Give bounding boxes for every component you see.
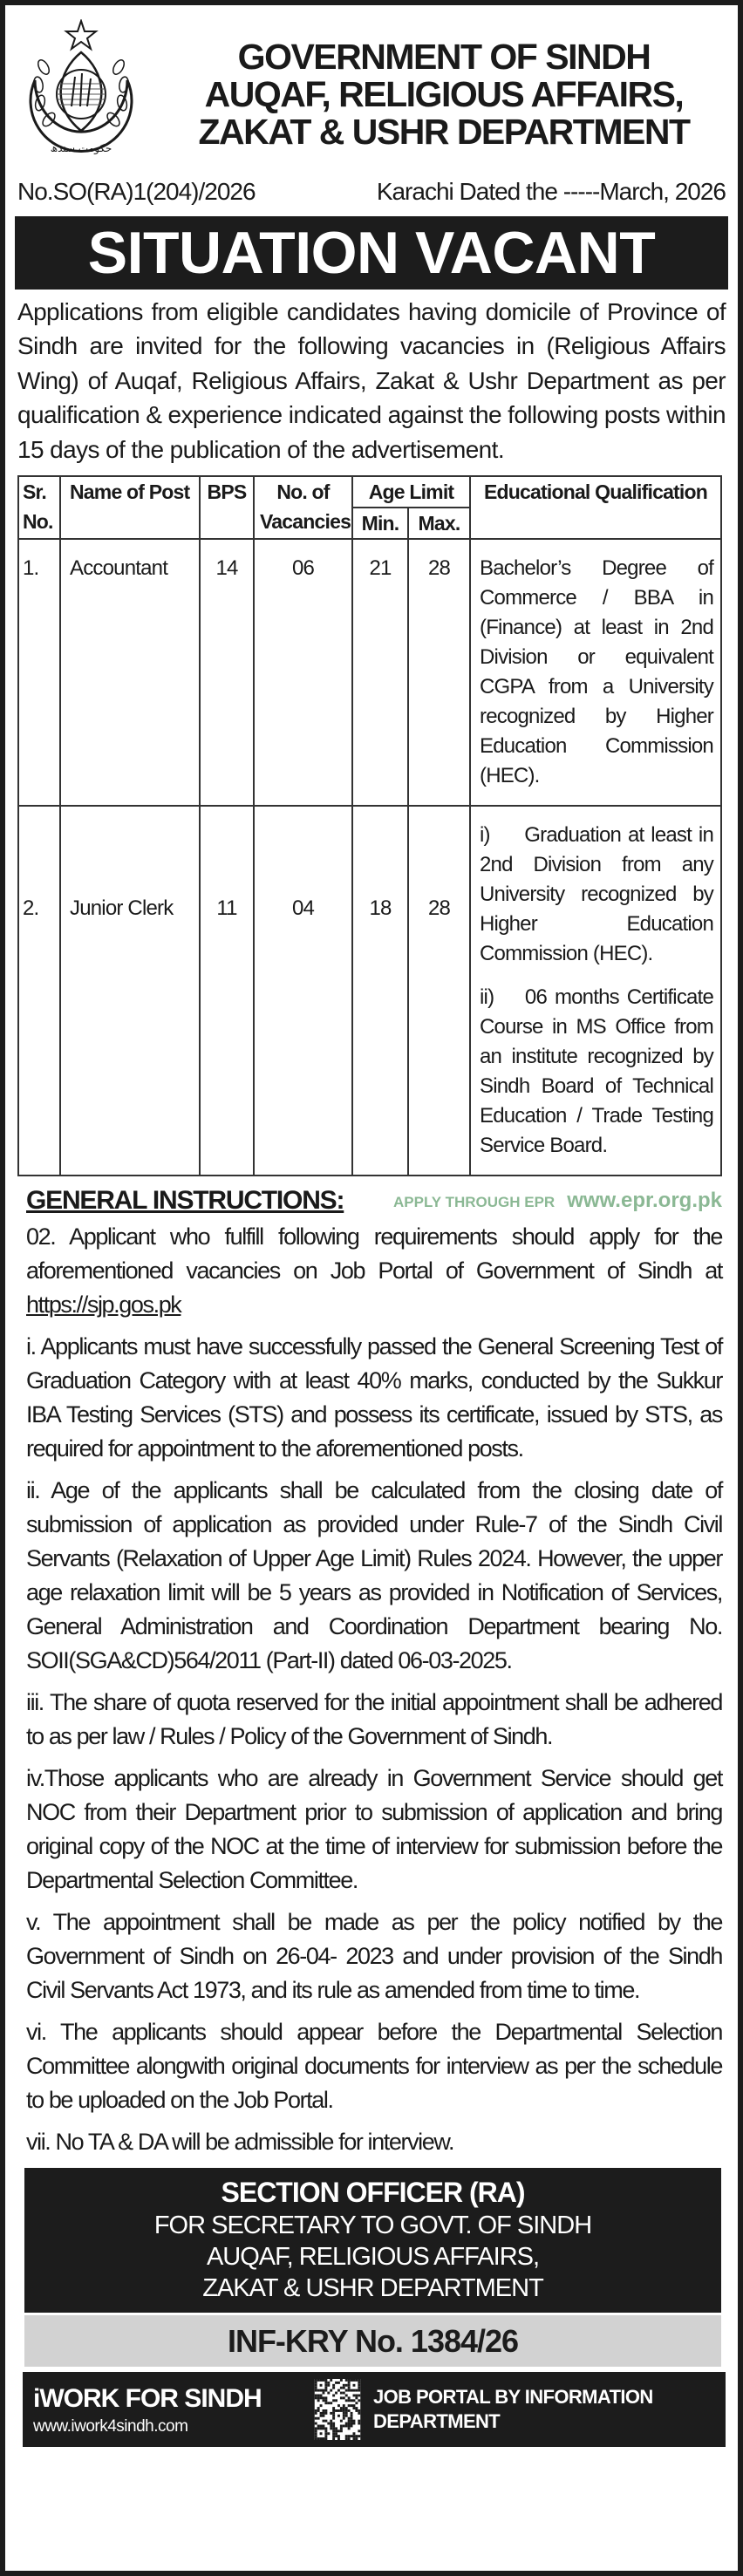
cell-bps: 14 [200,539,254,806]
cell-max-age: 28 [408,539,470,806]
qr-code-icon[interactable] [314,2379,361,2440]
header [17,14,726,164]
watermark-line-1: APPLY THROUGH EPR [393,1193,556,1210]
sindh-government-seal-icon [17,19,145,164]
table-row [18,539,721,806]
header-age-limit: Age Limit [352,476,470,508]
reference-line [17,176,726,208]
table-row [18,806,721,1176]
header-bps: BPS [200,476,254,539]
instruction-02 [26,1220,722,1322]
header-sr-no: Sr. No. [18,476,60,539]
cell-qualification [470,806,721,1176]
header-min: Min. [352,508,408,539]
signatory-title: SECTION OFFICER (RA) [221,2177,525,2209]
header-vacancies: No. of Vacancies [254,476,352,539]
instruction-item: iv.Those applicants who are already in Government Service should get NOC from their Department prior to submission of application and bring original copy of the NOC at the time of interview for submission before the Departmental Selection Committee. [26,1765,722,1894]
seal-text: حکومت سندھ [50,142,112,154]
signature-block [24,2168,721,2313]
cell-post: Junior Clerk [60,806,200,1176]
cell-sr: 2. [18,806,60,1176]
footer-url[interactable]: www.iwork4sindh.com [33,2417,188,2436]
vacancies-table [17,475,722,1176]
footer-brand-column [33,2382,305,2437]
dated: Karachi Dated the -----March, 2026 [376,178,726,205]
title-line: GOVERNMENT OF SINDH [237,37,651,77]
department-title [145,14,726,151]
instruction-item: vii. No TA & DA will be admissible for interview. [26,2129,454,2156]
footer-banner [23,2372,726,2447]
signatory-line: AUQAF, RELIGIOUS AFFAIRS, [206,2243,540,2272]
cell-sr: 1. [18,539,60,806]
cell-min-age: 18 [352,806,408,1176]
cell-min-age: 21 [352,539,408,806]
general-instructions [17,1182,726,2159]
reference-number: No.SO(RA)1(204)/2026 [17,178,256,205]
intro-paragraph: Applications from eligible candidates having domicile of Province of Sindh are invited for the following vacancies in (Religious Affairs Wing) of Auqaf, Religious Affairs, Zakat & Ushr Department as per qualification & experience indicated against the following posts within 15 days of the publication of the advertisement. [17,298,726,463]
header-qualification: Educational Qualification [470,476,721,539]
instruction-item: vi. The applicants should appear before the Departmental Selection Committee alongwith original documents for interview as per the schedule to be uploaded on the Job Portal. [26,2019,722,2114]
header-name-of-post: Name of Post [60,476,200,539]
iwork-for-sindh-logo: iWORK FOR SINDH [33,2384,262,2414]
qualification-text: i) Graduation at least in 2nd Division from any University recognized by Higher Education Commission (HEC). [480,823,713,966]
cell-vacancies: 04 [254,806,352,1176]
inf-number: INF-KRY No. 1384/26 [24,2315,721,2367]
instructions-heading: GENERAL INSTRUCTIONS: [26,1186,344,1216]
instruction-text: 02. Applicant who fulfill following requirements should apply for the aforementioned vacancies on Job Portal of Government of Sindh at [26,1223,722,1285]
instruction-item: ii. Age of the applicants shall be calculated from the closing date of submission of application as provided under Rule-7 of the Sindh Civil Servants (Relaxation of Upper Age Limit) Rules 2024. However, the upper age relaxation limit will be 5 years as provided in Notification of Services, General Administration and Coordination Department bearing No. SOII(SGA&CD)564/2011 (Part-II) dated 06-03-2025. [26,1477,722,1674]
instruction-item: i. Applicants must have successfully passed the General Screening Test of Graduation Category with at least 40% marks, conducted by the Sukkur IBA Testing Services (STS) and possess its certificate, issued by STS, as required for appointment to the aforementioned posts. [26,1333,722,1462]
epr-watermark [393,1183,722,1219]
cell-max-age: 28 [408,806,470,1176]
footer-tagline: JOB PORTAL BY INFORMATION DEPARTMENT [373,2386,653,2433]
cell-qualification [470,539,721,806]
cell-vacancies: 06 [254,539,352,806]
watermark-line-2: www.epr.org.pk [567,1188,722,1212]
signatory-line: FOR SECRETARY TO GOVT. OF SINDH [153,2211,592,2240]
qualification-text: Bachelor’s Degree of Commerce / BBA in (Finance) at least in 2nd Division or equivalent CGPA from a University recognized by Higher Education Commission (HEC). [480,556,713,788]
qualification-text: ii) 06 months Certificate Course in MS Office from an institute recognized by Sindh Board of Technical Education / Trade Testing Service Board. [480,985,713,1158]
title-line: AUQAF, RELIGIOUS AFFAIRS, [204,74,684,114]
instructions-heading-row [26,1182,722,1220]
instruction-item: iii. The share of quota reserved for the initial appointment shall be adhered to as per law / Rules / Policy of the Government of Sindh. [26,1689,722,1750]
signatory-line: ZAKAT & USHR DEPARTMENT [202,2274,543,2303]
title-line: ZAKAT & USHR DEPARTMENT [198,112,690,152]
instruction-item: v. The appointment shall be made as per the policy notified by the Government of Sindh on 26-04- 2023 and under provision of the Sindh Civil Servants Act 1973, and its rule as amended from time to time. [26,1909,722,2004]
header-max: Max. [408,508,470,539]
cell-post: Accountant [60,539,200,806]
job-portal-link[interactable]: https://sjp.gos.pk [26,1291,181,1319]
situation-vacant-banner: SITUATION VACANT [15,216,728,290]
cell-bps: 11 [200,806,254,1176]
